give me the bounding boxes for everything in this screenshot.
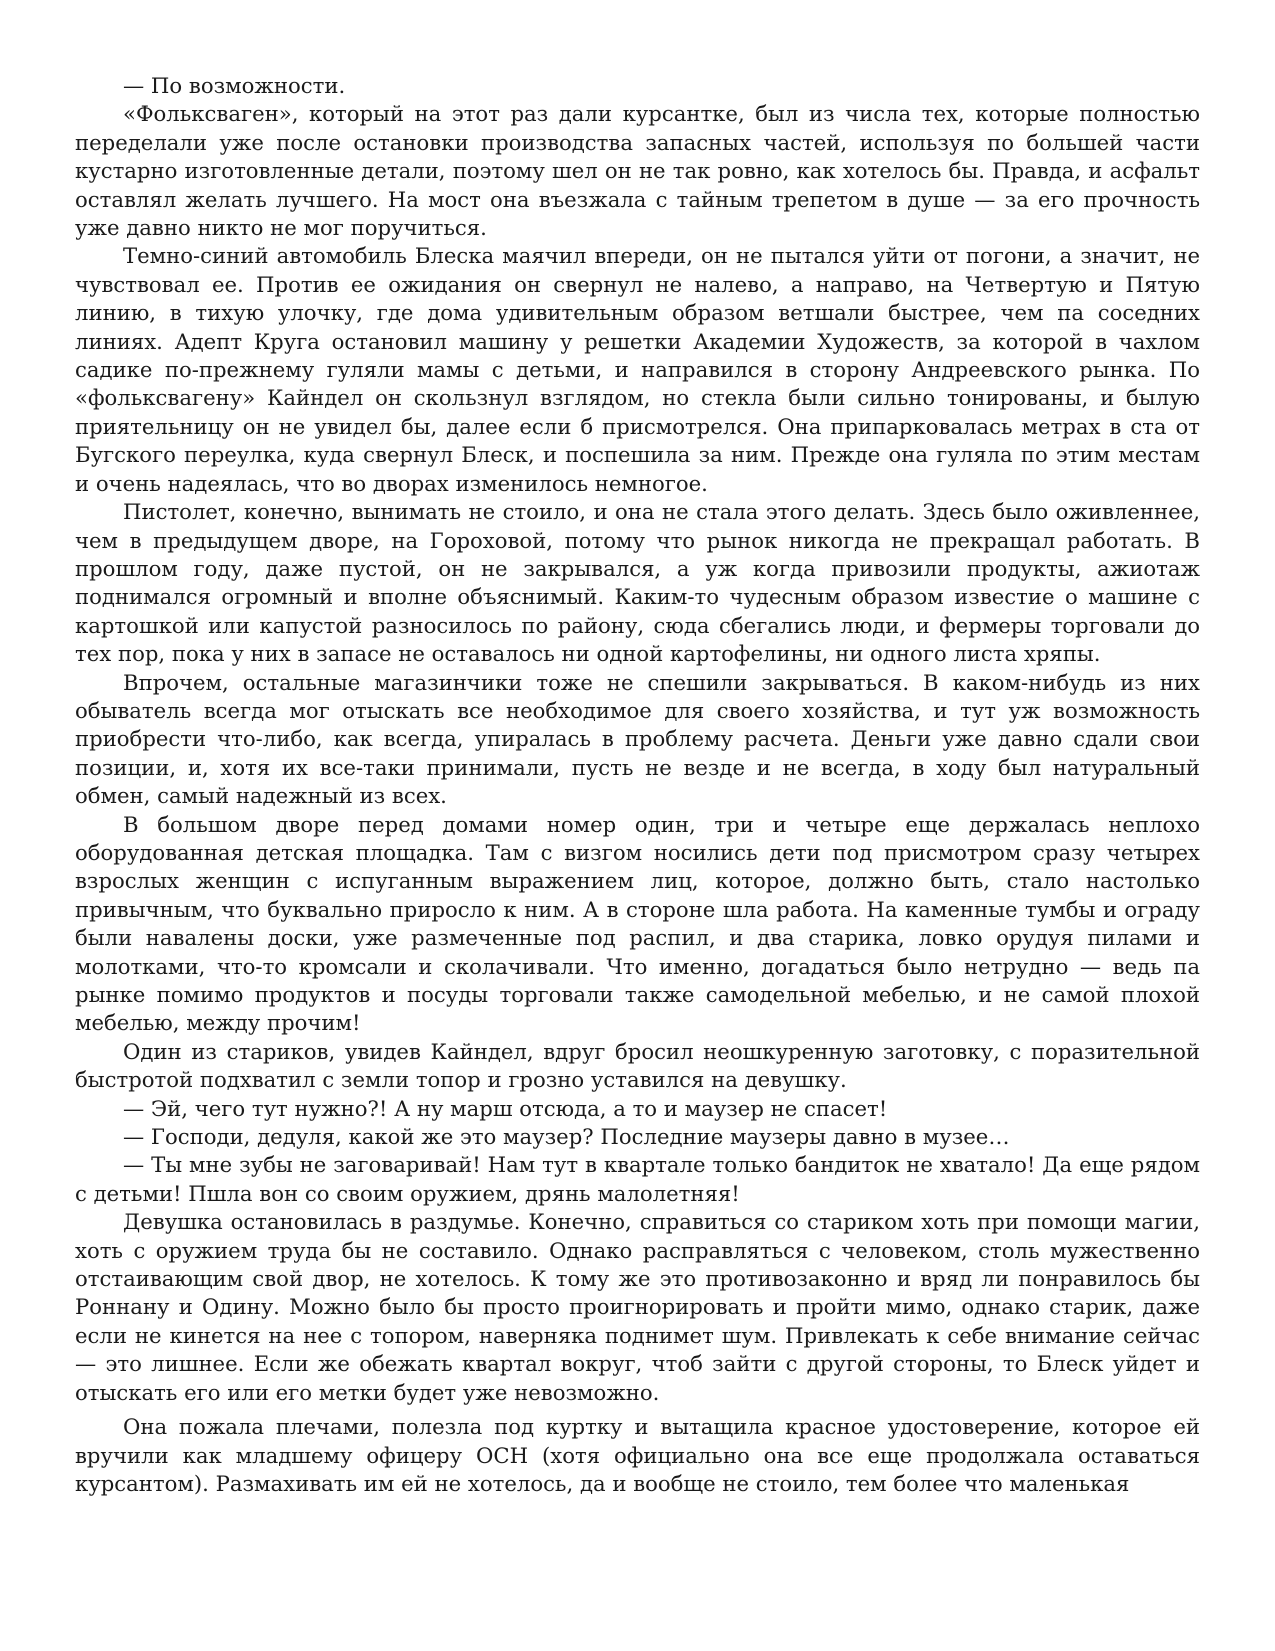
paragraph-1: — По возможности.: [123, 73, 346, 98]
paragraph-6: В большом дворе перед домами номер один, три и четыре еще держалась неплохо оборудованная детская площадка. Там с визгом носились дети под присмотром сразу четырех взрослых женщин с испуганным выражением лиц, которое, должно быть, стало настолько привычным, что буквально приросло к ним. А в стороне шла работа. На каменные тумбы и ограду были навалены доски, уже размеченные под распил, и два старика, ловко орудуя пилами и молотками, что-то кромсали и сколачивали. Что именно, догадаться было нетрудно — ведь па рынке помимо продуктов и посуды торговали также самодельной мебелью, и не самой плохой мебелью, между прочим!: [75, 811, 1200, 1036]
paragraph-11: Девушка остановилась в раздумье. Конечно, справиться со стариком хоть при помощи магии, хоть с оружием труда бы не составило. Однако расправляться с человеком, столь мужественно отстаивающим свой двор, не хотелось. К тому же это противозаконно и вряд ли понравилось бы Роннану и Одину. Можно было бы просто проигнорировать и пройти мимо, однако старик, даже если не кинется на нее с топором, наверняка поднимет шум. Привлекать к себе внимание сейчас — это лишнее. Если же обежать квартал вокруг, чтоб зайти с другой стороны, то Блеск уйдет и отыскать его или его метки будет уже невозможно.: [75, 1209, 1200, 1405]
paragraph-8: — Эй, чего тут нужно?! А ну марш отсюда, а то и маузер не спасет!: [123, 1095, 888, 1121]
paragraph-5: Впрочем, остальные магазинчики тоже не спешили закрываться. В каком-нибудь из них обыватель всегда мог отыскать все необходимое для своего хозяйства, и тут уж возможность приобрести что-либо, как всегда, упиралась в проблему расчета. Деньги уже давно сдали свои позиции, и, хотя их все-таки принимали, пусть не везде и не всегда, в ходу был натуральный обмен, самый надежный из всех.: [75, 669, 1200, 809]
paragraph-3: Темно-синий автомобиль Блеска маячил впереди, он не пытался уйти от погони, а значит, не чувствовал ее. Против ее ожидания он свернул не налево, а направо, на Четвертую и Пятую линию, в тихую улочку, где дома удивительным образом ветшали быстрее, чем па соседних линиях. Адепт Круга остановил машину у решетки Академии Художеств, за которой в чахлом садике по-прежнему гуляли мамы с детьми, и направился в сторону Андреевского рынка. По «фольксвагену» Кайндел он скользнул взглядом, но стекла были сильно тонированы, и былую приятельницу он не увидел бы, далее если б присмотрелся. Она припарковалась метрах в ста от Бугского переулка, куда свернул Блеск, и поспешила за ним. Прежде она гуляла по этим местам и очень надеялась, что во дворах изменилось немногое.: [75, 243, 1200, 496]
paragraph-12: Она пожала плечами, полезла под куртку и вытащила красное удостоверение, которое ей вручили как младшему офицеру ОСН (хотя официально она все еще продолжала оставаться курсантом). Размахивать им ей не хотелось, да и вообще не стоило, тем более что маленькая: [75, 1414, 1200, 1496]
paragraph-10: — Ты мне зубы не заговаривай! Нам тут в квартале только бандиток не хватало! Да еще рядом с детьми! Пшла вон со своим оружием, дрянь малолетняя!: [75, 1152, 1200, 1206]
paragraph-2: «Фольксваген», который на этот раз дали курсантке, был из числа тех, которые полностью переделали уже после остановки производства запасных частей, используя по большей части кустарно изготовленные детали, поэтому шел он не так ровно, как хотелось бы. Правда, и асфальт оставлял желать лучшего. На мост она въезжала с тайным трепетом в душе — за его прочность уже давно никто не мог поручиться.: [75, 101, 1200, 241]
paragraph-9: — Господи, дедуля, какой же это маузер? Последние маузеры давно в музее…: [123, 1124, 1010, 1150]
document-page: [75, 72, 1200, 1498]
paragraph-7: Один из стариков, увидев Кайндел, вдруг бросил неошкуренную заготовку, с поразительной быстротой подхватил с земли топор и грозно уставился на девушку.: [75, 1038, 1200, 1093]
paragraph-4: Пистолет, конечно, вынимать не стоило, и она не стала этого делать. Здесь было оживленнее, чем в предыдущем дворе, на Гороховой, потому что рынок никогда не прекращал работать. В прошлом году, даже пустой, он не закрывался, а уж когда привозили продукты, ажиотаж поднимался огромный и вполне объяснимый. Каким-то чудесным образом известие о машине с картошкой или капустой разносилось по району, сюда сбегались люди, и фермеры торговали до тех пор, пока у них в запасе не оставалось ни одной картофелины, ни одного листа хряпы.: [75, 499, 1200, 667]
